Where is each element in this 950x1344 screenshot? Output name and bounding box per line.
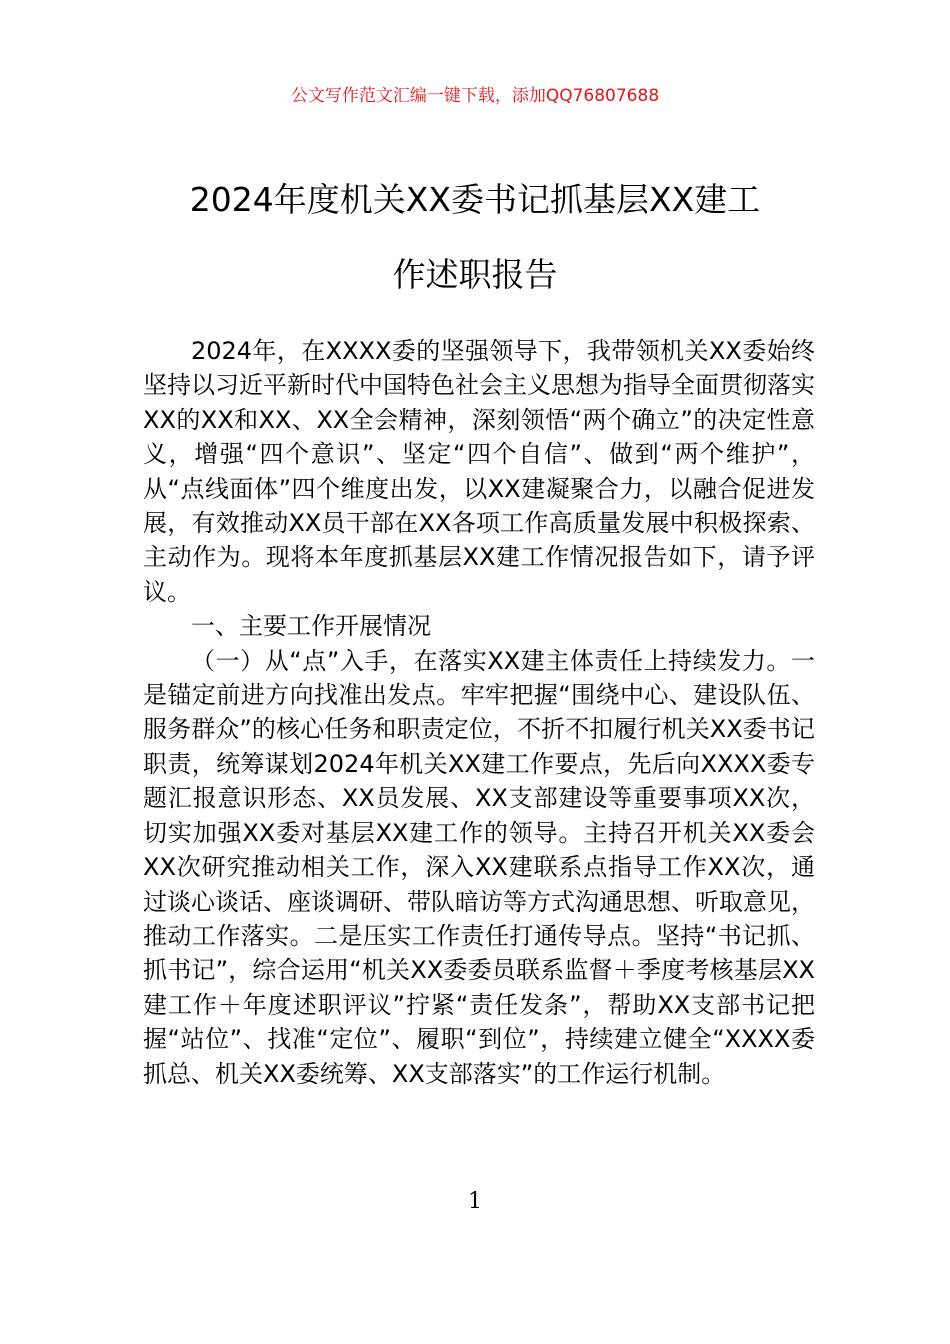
page-number: 1 xyxy=(468,1189,482,1214)
document-body xyxy=(143,334,815,1091)
body-paragraph: （一）从“点”入手，在落实XX建主体责任上持续发力。一是锚定前进方向找准出发点。牢牢把握“围绕中心、建设队伍、服务群众”的核心任务和职责定位，不折不扣履行机关XX委书记职责，统筹谋划2024年机关XX建工作要点，先后向XXXX委专题汇报意识形态、XX员发展、XX支部建设等重要事项XX次，切实加强XX委对基层XX建工作的领导。主持召开机关XX委会XX次研究推动相关工作，深入XX建联系点指导工作XX次，通过谈心谈话、座谈调研、带队暗访等方式沟通思想、听取意见，推动工作落实。二是压实工作责任打通传导点。坚持“书记抓、抓书记”，综合运用“机关XX委委员联系监督＋季度考核基层XX建工作＋年度述职评议”拧紧“责任发条”，帮助XX支部书记把握“站位”、找准“定位”、履职“到位”，持续建立健全“XXXX委抓总、机关XX委统筹、XX支部落实”的工作运行机制。 xyxy=(143,646,815,1088)
title-line-1: 2024年度机关XX委书记抓基层XX建工 xyxy=(189,180,761,219)
promo-header: 公文写作范文汇编一键下载，添加QQ76807688 xyxy=(290,86,660,106)
document-title xyxy=(0,162,950,312)
section-heading: 一、主要工作开展情况 xyxy=(191,612,431,641)
title-line-2: 作述职报告 xyxy=(392,255,558,294)
intro-paragraph: 2024年，在XXXX委的坚强领导下，我带领机关XX委始终坚持以习近平新时代中国特色社会主义思想为指导全面贯彻落实XX的XX和XX、XX全会精神，深刻领悟“两个确立”的决定性意义，增强“四个意识”、坚定“四个自信”、做到“两个维护”，从“点线面体”四个维度出发，以XX建凝聚合力，以融合促进发展，有效推动XX员干部在XX各项工作高质量发展中积极探索、主动作为。现将本年度抓基层XX建工作情况报告如下，请予评议。 xyxy=(143,337,815,606)
